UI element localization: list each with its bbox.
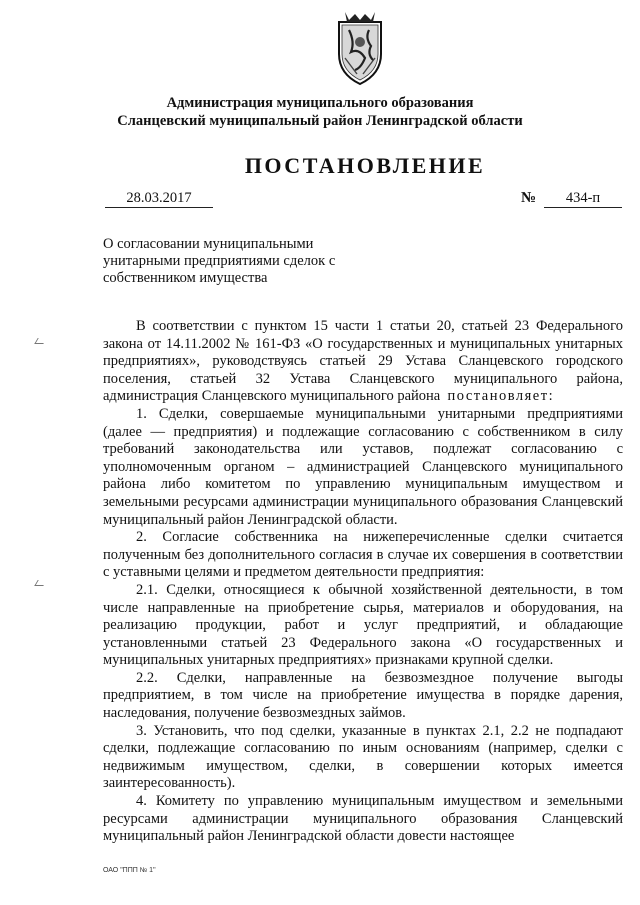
paragraph-1: 1. Сделки, совершаемые муниципальными унитарными предприятиями (далее — предприятия) и подлежащие согласованию с собственником в силу требований законодательства или уставов, подлежат согласованию с уполномоченным органом – администрацией Сланцевского муниципального района либо комитетом по управлению муниципальным имуществом и земельными ресурсами администрации муниципального образования Сланцевский муниципальный район Ленинградской области. bbox=[103, 405, 623, 528]
coat-of-arms-emblem bbox=[331, 8, 389, 86]
document-date: 28.03.2017 bbox=[105, 190, 213, 208]
document-body bbox=[103, 318, 623, 846]
paragraph-2: 2. Согласие собственника на нижеперечисленные сделки считается полученным без дополнительного согласия в случае их совершения в соответствии с уставными целями и предметом деятельности предприятия: bbox=[103, 529, 623, 581]
subject-line: унитарными предприятиями сделок с bbox=[103, 253, 336, 269]
subject-line: собственником имущества bbox=[103, 270, 268, 286]
paragraph-4: 4. Комитету по управлению муниципальным имуществом и земельными ресурсами администрации муниципального образования Сланцевский муниципальный район Ленинградской области довести настоящее bbox=[103, 793, 623, 845]
preamble-paragraph bbox=[103, 318, 623, 406]
subject-line: О согласовании муниципальными bbox=[103, 236, 314, 252]
organization-name-line2: Сланцевский муниципальный район Ленинградской области bbox=[117, 113, 523, 129]
number-sign: № bbox=[521, 190, 537, 206]
preamble-text: В соответствии с пунктом 15 части 1 статьи 20, статьей 23 Федерального закона от 14.11.2002 № 161-ФЗ «О государственных и муниципальных унитарных предприятиях», руководствуясь статьей 29 Устава Сланцевского городского поселения, статьей 32 Устава Сланцевского муниципального района, администрация Сланцевского муниципального района bbox=[103, 318, 623, 405]
paragraph-2-1: 2.1. Сделки, относящиеся к обычной хозяйственной деятельности, в том числе направленные на приобретение сырья, материалов и оборудования, на реализацию продукции, работ и услуг предприятий, и обладающие установленными статьей 23 Федерального закона «О государственных и муниципальных унитарных предприятиях» признаками крупной сделки. bbox=[103, 581, 623, 669]
margin-mark bbox=[34, 338, 46, 344]
margin-mark bbox=[34, 580, 46, 586]
resolves-word: постановляет: bbox=[447, 388, 555, 405]
organization-name-line1: Администрация муниципального образования bbox=[166, 95, 474, 111]
paragraph-2-2: 2.2. Сделки, направленные на безвозмездное получение выгоды предприятием, в том числе на приобретение имущества в порядке дарения, наследования, получение безвозмездных займов. bbox=[103, 669, 623, 722]
document-number: 434-п bbox=[544, 190, 622, 208]
paragraph-3: 3. Установить, что под сделки, указанные в пунктах 2.1, 2.2 не подпадают сделки, подлежащие согласованию по иным основаниям (например, сделки с недвижимым имуществом, сделки, в совершении которых имеется заинтересованность). bbox=[103, 722, 623, 792]
printer-footer: ОАО "ППП № 1" bbox=[103, 867, 156, 874]
document-subject bbox=[103, 236, 403, 287]
document-type-title: ПОСТАНОВЛЕНИЕ bbox=[244, 153, 486, 178]
